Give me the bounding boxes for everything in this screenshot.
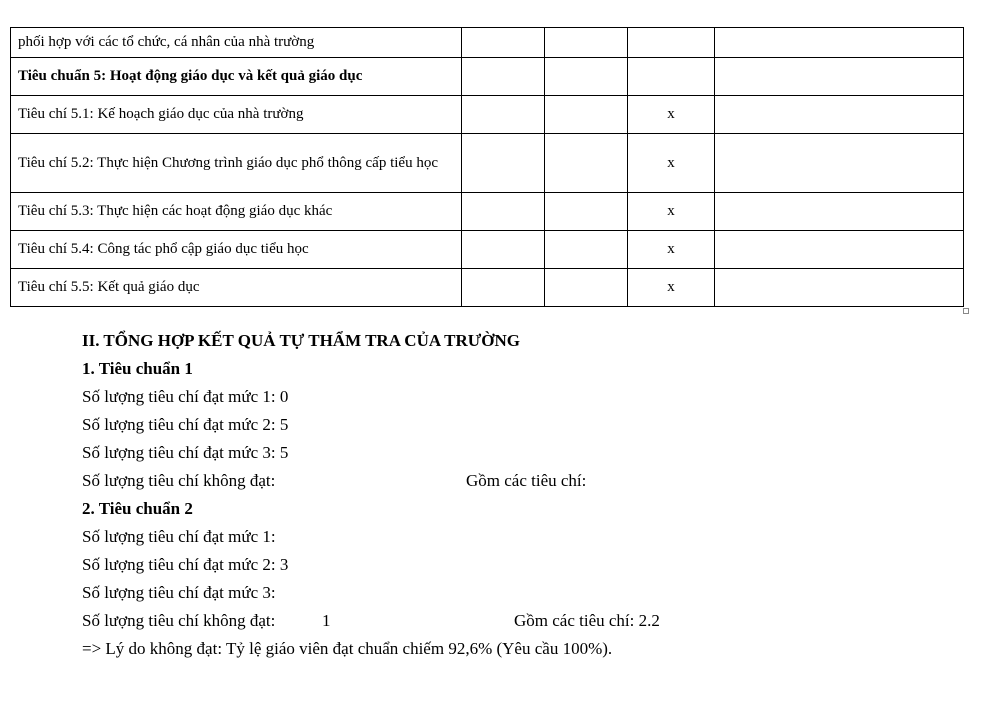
standard-1-title: 1. Tiêu chuẩn 1 (82, 359, 193, 378)
rating-cell-1 (462, 269, 545, 307)
standard-2-includes: Gồm các tiêu chí: 2.2 (514, 611, 660, 630)
standard-2-level1: Số lượng tiêu chí đạt mức 1: (82, 527, 276, 546)
note-cell (715, 193, 964, 231)
standard-2-title: 2. Tiêu chuẩn 2 (82, 499, 193, 518)
table-row (11, 58, 964, 96)
note-cell (715, 134, 964, 193)
criterion-cell: Tiêu chí 5.1: Kế hoạch giáo dục của nhà trường (11, 96, 462, 134)
standard-2-not-met-line (82, 607, 962, 635)
rating-cell-2 (545, 193, 628, 231)
rating-cell-2 (545, 269, 628, 307)
standard-2-not-met-count: 1 (322, 611, 331, 630)
summary-section (82, 327, 962, 663)
note-cell (715, 58, 964, 96)
standard-2-not-met-label: Số lượng tiêu chí không đạt: (82, 611, 276, 630)
rating-cell-3: x (628, 231, 715, 269)
criterion-cell: Tiêu chí 5.4: Công tác phổ cập giáo dục tiểu học (11, 231, 462, 269)
standard-2-reason: => Lý do không đạt: Tỷ lệ giáo viên đạt chuẩn chiếm 92,6% (Yêu cầu 100%). (82, 639, 613, 658)
table-row (11, 28, 964, 58)
criterion-cell: Tiêu chí 5.3: Thực hiện các hoạt động giáo dục khác (11, 193, 462, 231)
table-row (11, 269, 964, 307)
standard-1-includes: Gồm các tiêu chí: (466, 471, 587, 490)
rating-cell-2 (545, 231, 628, 269)
rating-cell-2 (545, 134, 628, 193)
table-resize-handle[interactable] (963, 308, 969, 314)
rating-cell-2 (545, 58, 628, 96)
table-row (11, 134, 964, 193)
standard-1-level1: Số lượng tiêu chí đạt mức 1: 0 (82, 387, 289, 406)
rating-cell-3: x (628, 134, 715, 193)
rating-cell-1 (462, 193, 545, 231)
criterion-cell: Tiêu chuẩn 5: Hoạt động giáo dục và kết quả giáo dục (11, 58, 462, 96)
note-cell (715, 231, 964, 269)
criterion-cell: Tiêu chí 5.5: Kết quả giáo dục (11, 269, 462, 307)
rating-cell-2 (545, 28, 628, 58)
rating-cell-3: x (628, 96, 715, 134)
rating-cell-3 (628, 28, 715, 58)
standard-1-not-met-label: Số lượng tiêu chí không đạt: (82, 471, 276, 490)
rating-cell-1 (462, 231, 545, 269)
standard-1-level3: Số lượng tiêu chí đạt mức 3: 5 (82, 443, 289, 462)
standard-1-not-met-line (82, 467, 962, 495)
standard-2-level3: Số lượng tiêu chí đạt mức 3: (82, 583, 276, 602)
section-heading: II. TỔNG HỢP KẾT QUẢ TỰ THẨM TRA CỦA TRƯỜNG (82, 331, 520, 350)
rating-cell-1 (462, 28, 545, 58)
criterion-cell: Tiêu chí 5.2: Thực hiện Chương trình giáo dục phổ thông cấp tiểu học (11, 134, 462, 193)
rating-cell-1 (462, 58, 545, 96)
rating-cell-3: x (628, 193, 715, 231)
criterion-cell: phối hợp với các tổ chức, cá nhân của nhà trường (11, 28, 462, 58)
table-row (11, 96, 964, 134)
rating-cell-3 (628, 58, 715, 96)
standard-2-level2: Số lượng tiêu chí đạt mức 2: 3 (82, 555, 289, 574)
standard-1-level2: Số lượng tiêu chí đạt mức 2: 5 (82, 415, 289, 434)
evaluation-table (10, 27, 964, 307)
rating-cell-3: x (628, 269, 715, 307)
table-row (11, 231, 964, 269)
note-cell (715, 269, 964, 307)
note-cell (715, 96, 964, 134)
table-row (11, 193, 964, 231)
note-cell (715, 28, 964, 58)
rating-cell-1 (462, 134, 545, 193)
rating-cell-2 (545, 96, 628, 134)
rating-cell-1 (462, 96, 545, 134)
